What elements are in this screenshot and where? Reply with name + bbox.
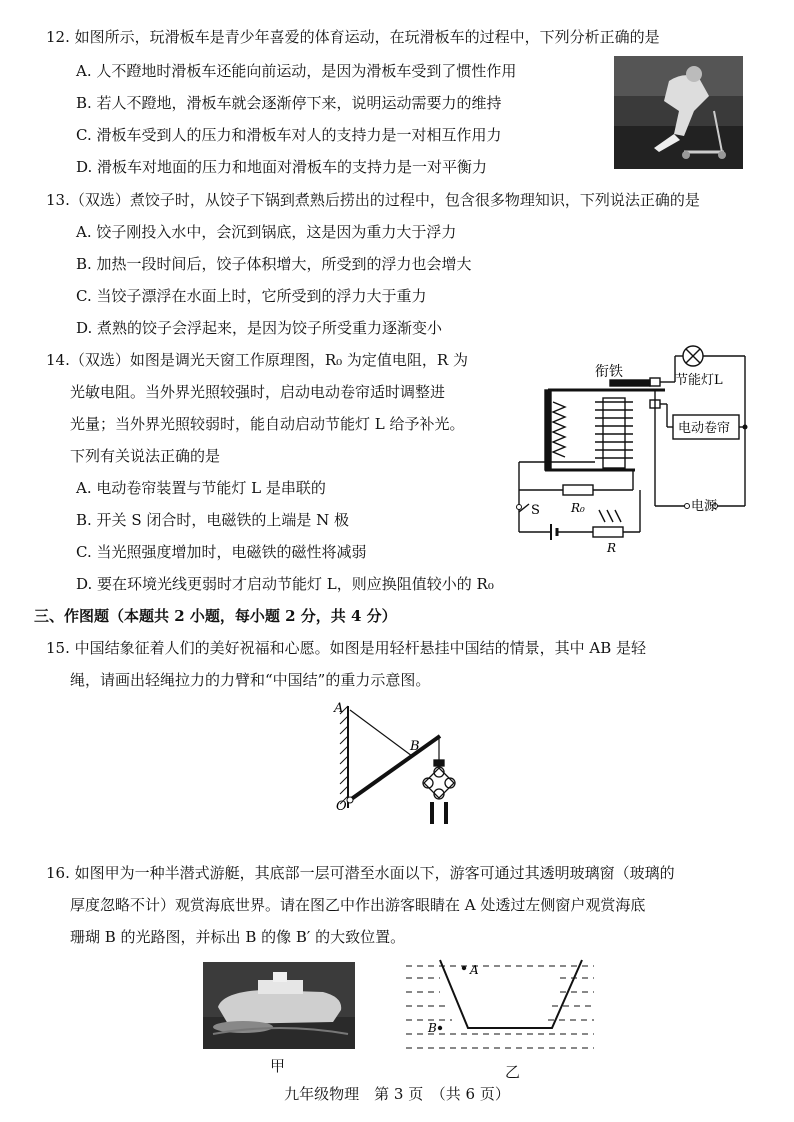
q12-option-d: D. 滑板车对地面的压力和地面对滑板车的支持力是一对平衡力 (76, 158, 488, 176)
q16-label-b: B (428, 1021, 437, 1035)
q16-label-a: A (470, 963, 479, 977)
q14-stem-line4: 下列有关说法正确的是 (70, 447, 221, 465)
q14-label-r0: R₀ (571, 501, 585, 515)
q15-label-o: O (336, 799, 347, 814)
q15-stem-line1: 15. 中国结象征着人们的美好祝福和心愿。如图是用轻杆悬挂中国结的情景，其中 AB 是轻 (46, 639, 647, 657)
q16-point-b (438, 1026, 442, 1030)
q14-label-power: 电源 (691, 499, 718, 514)
q14-stem-line3: 光量；当外界光照较弱时，能自动启动节能灯 L 给予补光。 (70, 415, 465, 433)
q14-upper-contact (650, 378, 660, 386)
q13-stem: 13.（双选）煮饺子时，从饺子下锅到煮熟后捞出的过程中，包含很多物理知识，下列说法正确的是 (46, 191, 700, 209)
q14-stem-line1: 14.（双选）如图是调光天窗工作原理图，R₀ 为定值电阻，R 为 (46, 351, 468, 369)
q15-rope-ab (350, 710, 412, 756)
q13-option-a: A. 饺子刚投入水中，会沉到锅底，这是因为重力大于浮力 (76, 223, 457, 241)
q15-rod (350, 736, 440, 800)
q14-spring (553, 402, 565, 457)
q16-boat-diagram (400, 958, 600, 1058)
q15-label-b: B (410, 739, 420, 754)
q14-option-c: C. 当光照强度增加时，电磁铁的磁性将减弱 (76, 543, 367, 561)
q16-yacht-drawing (203, 962, 355, 1049)
q14-label-switch: S (531, 503, 540, 518)
q14-stem-line2: 光敏电阻。当外界光照较强时，启动电动卷帘适时调整进 (70, 383, 446, 401)
q14-junction (743, 425, 748, 430)
q12-option-b: B. 若人不蹬地，滑板车就会逐渐停下来，说明运动需要力的维持 (76, 94, 502, 112)
q14-label-r: R (607, 541, 617, 555)
scooter-photo (614, 56, 743, 169)
q13-option-b: B. 加热一段时间后，饺子体积增大，所受到的浮力也会增大 (76, 255, 472, 273)
q15-figure (320, 698, 460, 848)
q16-caption-yi: 乙 (505, 1063, 521, 1081)
q14-label-lamp: 节能灯L (675, 373, 723, 388)
q15-chinese-knot (423, 760, 455, 824)
q14-label-curtain: 电动卷帘 (678, 421, 731, 436)
q12-option-c: C. 滑板车受到人的压力和滑板车对人的支持力是一对相互作用力 (76, 126, 502, 144)
q15-stem-line2: 绳，请画出轻绳拉力的力臂和“中国结”的重力示意图。 (70, 671, 431, 689)
q14-circuit-diagram (515, 342, 760, 557)
q14-r0-resistor (563, 485, 593, 495)
q14-option-d: D. 要在环境光线更弱时才启动节能灯 L，则应换阻值较小的 R₀ (76, 575, 494, 593)
q14-label-armature: 衔铁 (595, 364, 623, 380)
q16-boat-hull (440, 960, 582, 1028)
q14-option-b: B. 开关 S 闭合时，电磁铁的上端是 N 极 (76, 511, 350, 529)
q14-photoresistor (593, 527, 623, 537)
q15-pivot-o (347, 797, 353, 803)
q14-left-post (545, 390, 551, 470)
q16-stem-line2: 厚度忽略不计）观赏海底世界。请在图乙中作出游客眼睛在 A 处透过左侧窗户观赏海底 (70, 896, 646, 914)
q15-label-a: A (334, 701, 344, 716)
q14-coil-windings (595, 402, 633, 458)
page-footer: 九年级物理 第 3 页 （共 6 页） (284, 1085, 510, 1103)
q16-caption-jia: 甲 (270, 1057, 286, 1075)
q12-option-a: A. 人不蹬地时滑板车还能向前运动，是因为滑板车受到了惯性作用 (76, 62, 517, 80)
q16-point-a (462, 966, 466, 970)
q14-power-terminal-left (685, 504, 690, 509)
q13-option-c: C. 当饺子漂浮在水面上时，它所受到的浮力大于重力 (76, 287, 427, 305)
q16-water-dashes (406, 966, 594, 1048)
q16-yacht-photo (203, 962, 355, 1049)
q16-stem-line3: 珊瑚 B 的光路图，并标出 B 的像 B′ 的大致位置。 (70, 928, 406, 946)
q12-stem: 12. 如图所示，玩滑板车是青少年喜爱的体育运动，在玩滑板车的过程中，下列分析正确的是 (46, 28, 660, 46)
q14-option-a: A. 电动卷帘装置与节能灯 L 是串联的 (76, 479, 326, 497)
q16-stem-line1: 16. 如图甲为一种半潜式游艇，其底部一层可潜至水面以下，游客可通过其透明玻璃窗（玻璃的 (46, 864, 675, 882)
q15-wall-hatching (340, 706, 348, 804)
q14-armature (610, 380, 650, 386)
section-3-heading: 三、作图题（本题共 2 小题，每小题 2 分，共 4 分） (34, 607, 397, 625)
scooter-photo-drawing (614, 56, 743, 169)
q13-option-d: D. 煮熟的饺子会浮起来，是因为饺子所受重力逐渐变小 (76, 319, 443, 337)
q14-switch-terminal (517, 505, 522, 510)
